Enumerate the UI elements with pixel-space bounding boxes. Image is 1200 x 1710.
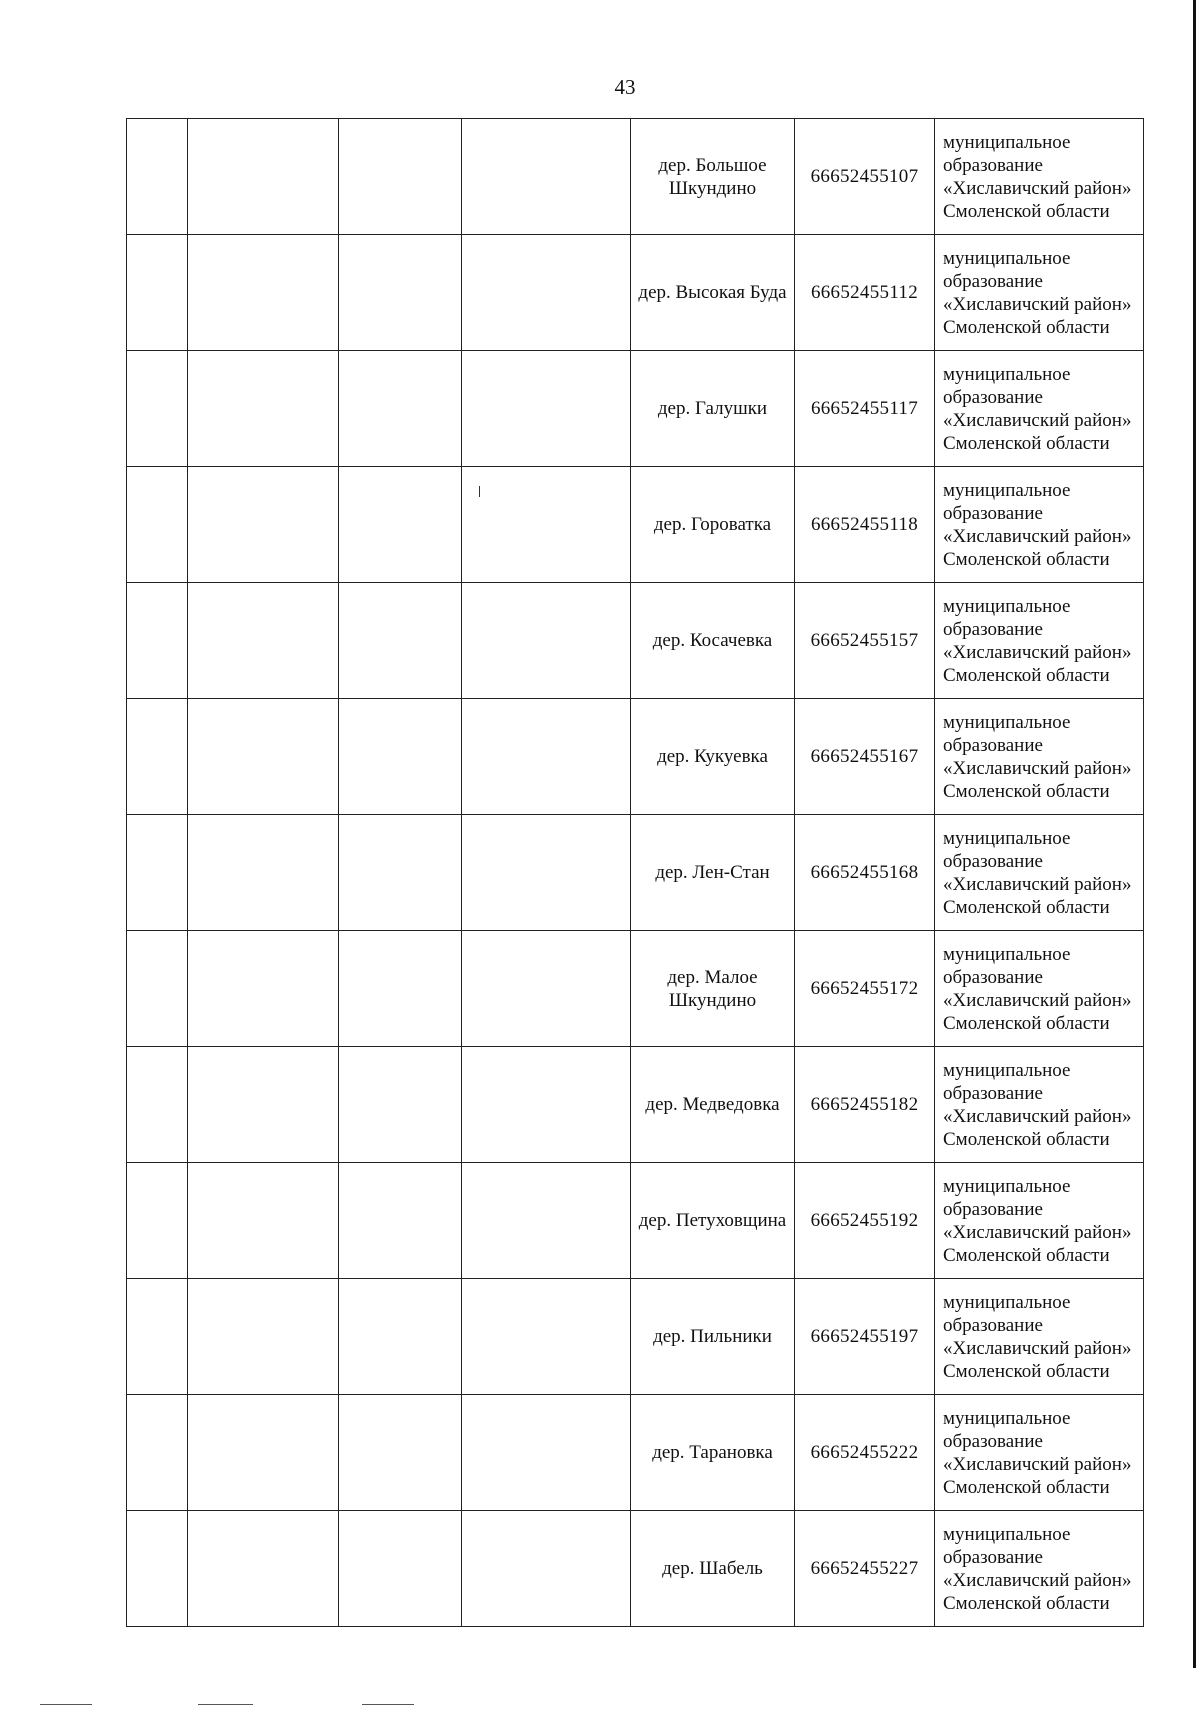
empty-cell <box>339 1163 462 1279</box>
empty-cell <box>339 1511 462 1627</box>
oktmo-code-cell: 66652455197 <box>795 1279 935 1395</box>
owner-cell: муниципальное образование «Хиславичский район» Смоленской области <box>935 583 1144 699</box>
owner-cell: муниципальное образование «Хиславичский район» Смоленской области <box>935 1279 1144 1395</box>
empty-cell <box>188 467 339 583</box>
oktmo-code-cell: 66652455107 <box>795 119 935 235</box>
footer-rule <box>362 1704 414 1705</box>
empty-cell <box>188 1395 339 1511</box>
settlements-table <box>126 118 1144 1627</box>
empty-cell <box>188 931 339 1047</box>
table-row <box>127 1395 1144 1511</box>
empty-cell <box>188 1279 339 1395</box>
oktmo-code-cell: 66652455157 <box>795 583 935 699</box>
scan-mark <box>479 486 480 497</box>
empty-cell <box>339 1395 462 1511</box>
empty-cell <box>127 467 188 583</box>
table-row <box>127 1047 1144 1163</box>
locality-cell: дер. Кукуевка <box>631 699 795 815</box>
empty-cell <box>188 583 339 699</box>
oktmo-code-cell: 66652455168 <box>795 815 935 931</box>
locality-cell: дер. Косачевка <box>631 583 795 699</box>
empty-cell <box>188 119 339 235</box>
locality-cell: дер. Галушки <box>631 351 795 467</box>
locality-cell: дер. Лен-Стан <box>631 815 795 931</box>
empty-cell <box>127 583 188 699</box>
empty-cell <box>339 351 462 467</box>
empty-cell <box>462 467 631 583</box>
empty-cell <box>462 351 631 467</box>
empty-cell <box>339 699 462 815</box>
empty-cell <box>462 119 631 235</box>
empty-cell <box>127 1279 188 1395</box>
empty-cell <box>127 119 188 235</box>
empty-cell <box>127 235 188 351</box>
table-row <box>127 1279 1144 1395</box>
locality-cell: дер. Медведовка <box>631 1047 795 1163</box>
owner-cell: муниципальное образование «Хиславичский район» Смоленской области <box>935 1395 1144 1511</box>
right-margin-rule <box>1193 0 1196 1668</box>
empty-cell <box>462 699 631 815</box>
oktmo-code-cell: 66652455112 <box>795 235 935 351</box>
locality-cell: дер. Малое Шкундино <box>631 931 795 1047</box>
oktmo-code-cell: 66652455172 <box>795 931 935 1047</box>
empty-cell <box>127 1163 188 1279</box>
owner-cell: муниципальное образование «Хиславичский район» Смоленской области <box>935 1163 1144 1279</box>
oktmo-code-cell: 66652455192 <box>795 1163 935 1279</box>
empty-cell <box>127 931 188 1047</box>
empty-cell <box>462 235 631 351</box>
owner-cell: муниципальное образование «Хиславичский район» Смоленской области <box>935 931 1144 1047</box>
empty-cell <box>462 1047 631 1163</box>
empty-cell <box>339 1279 462 1395</box>
empty-cell <box>462 1511 631 1627</box>
locality-cell: дер. Тарановка <box>631 1395 795 1511</box>
locality-cell: дер. Петуховщина <box>631 1163 795 1279</box>
locality-cell: дер. Пильники <box>631 1279 795 1395</box>
empty-cell <box>462 583 631 699</box>
empty-cell <box>188 235 339 351</box>
table-row <box>127 351 1144 467</box>
empty-cell <box>127 351 188 467</box>
table-row <box>127 1511 1144 1627</box>
owner-cell: муниципальное образование «Хиславичский район» Смоленской области <box>935 467 1144 583</box>
empty-cell <box>462 931 631 1047</box>
empty-cell <box>462 1395 631 1511</box>
table-row <box>127 119 1144 235</box>
empty-cell <box>339 1047 462 1163</box>
table-row <box>127 235 1144 351</box>
empty-cell <box>188 351 339 467</box>
locality-cell: дер. Высокая Буда <box>631 235 795 351</box>
empty-cell <box>339 931 462 1047</box>
locality-cell: дер. Большое Шкундино <box>631 119 795 235</box>
oktmo-code-cell: 66652455227 <box>795 1511 935 1627</box>
owner-cell: муниципальное образование «Хиславичский район» Смоленской области <box>935 1047 1144 1163</box>
empty-cell <box>127 1395 188 1511</box>
empty-cell <box>339 583 462 699</box>
table-row <box>127 1163 1144 1279</box>
empty-cell <box>127 815 188 931</box>
empty-cell <box>462 1163 631 1279</box>
empty-cell <box>339 815 462 931</box>
table-row <box>127 815 1144 931</box>
owner-cell: муниципальное образование «Хиславичский район» Смоленской области <box>935 119 1144 235</box>
table-body <box>127 119 1144 1627</box>
empty-cell <box>188 699 339 815</box>
empty-cell <box>462 815 631 931</box>
oktmo-code-cell: 66652455118 <box>795 467 935 583</box>
owner-cell: муниципальное образование «Хиславичский район» Смоленской области <box>935 699 1144 815</box>
page-number: 43 <box>614 75 636 99</box>
table-row <box>127 467 1144 583</box>
table-row <box>127 583 1144 699</box>
table-row <box>127 931 1144 1047</box>
owner-cell: муниципальное образование «Хиславичский район» Смоленской области <box>935 351 1144 467</box>
footer-rule <box>198 1704 253 1705</box>
empty-cell <box>188 1511 339 1627</box>
empty-cell <box>339 119 462 235</box>
oktmo-code-cell: 66652455222 <box>795 1395 935 1511</box>
footer-rule <box>40 1704 92 1705</box>
locality-cell: дер. Шабель <box>631 1511 795 1627</box>
empty-cell <box>188 815 339 931</box>
owner-cell: муниципальное образование «Хиславичский район» Смоленской области <box>935 815 1144 931</box>
table-row <box>127 699 1144 815</box>
empty-cell <box>127 1047 188 1163</box>
owner-cell: муниципальное образование «Хиславичский район» Смоленской области <box>935 1511 1144 1627</box>
empty-cell <box>339 235 462 351</box>
oktmo-code-cell: 66652455167 <box>795 699 935 815</box>
owner-cell: муниципальное образование «Хиславичский район» Смоленской области <box>935 235 1144 351</box>
locality-cell: дер. Гороватка <box>631 467 795 583</box>
oktmo-code-cell: 66652455182 <box>795 1047 935 1163</box>
empty-cell <box>188 1047 339 1163</box>
oktmo-code-cell: 66652455117 <box>795 351 935 467</box>
empty-cell <box>127 699 188 815</box>
empty-cell <box>127 1511 188 1627</box>
empty-cell <box>462 1279 631 1395</box>
empty-cell <box>339 467 462 583</box>
empty-cell <box>188 1163 339 1279</box>
